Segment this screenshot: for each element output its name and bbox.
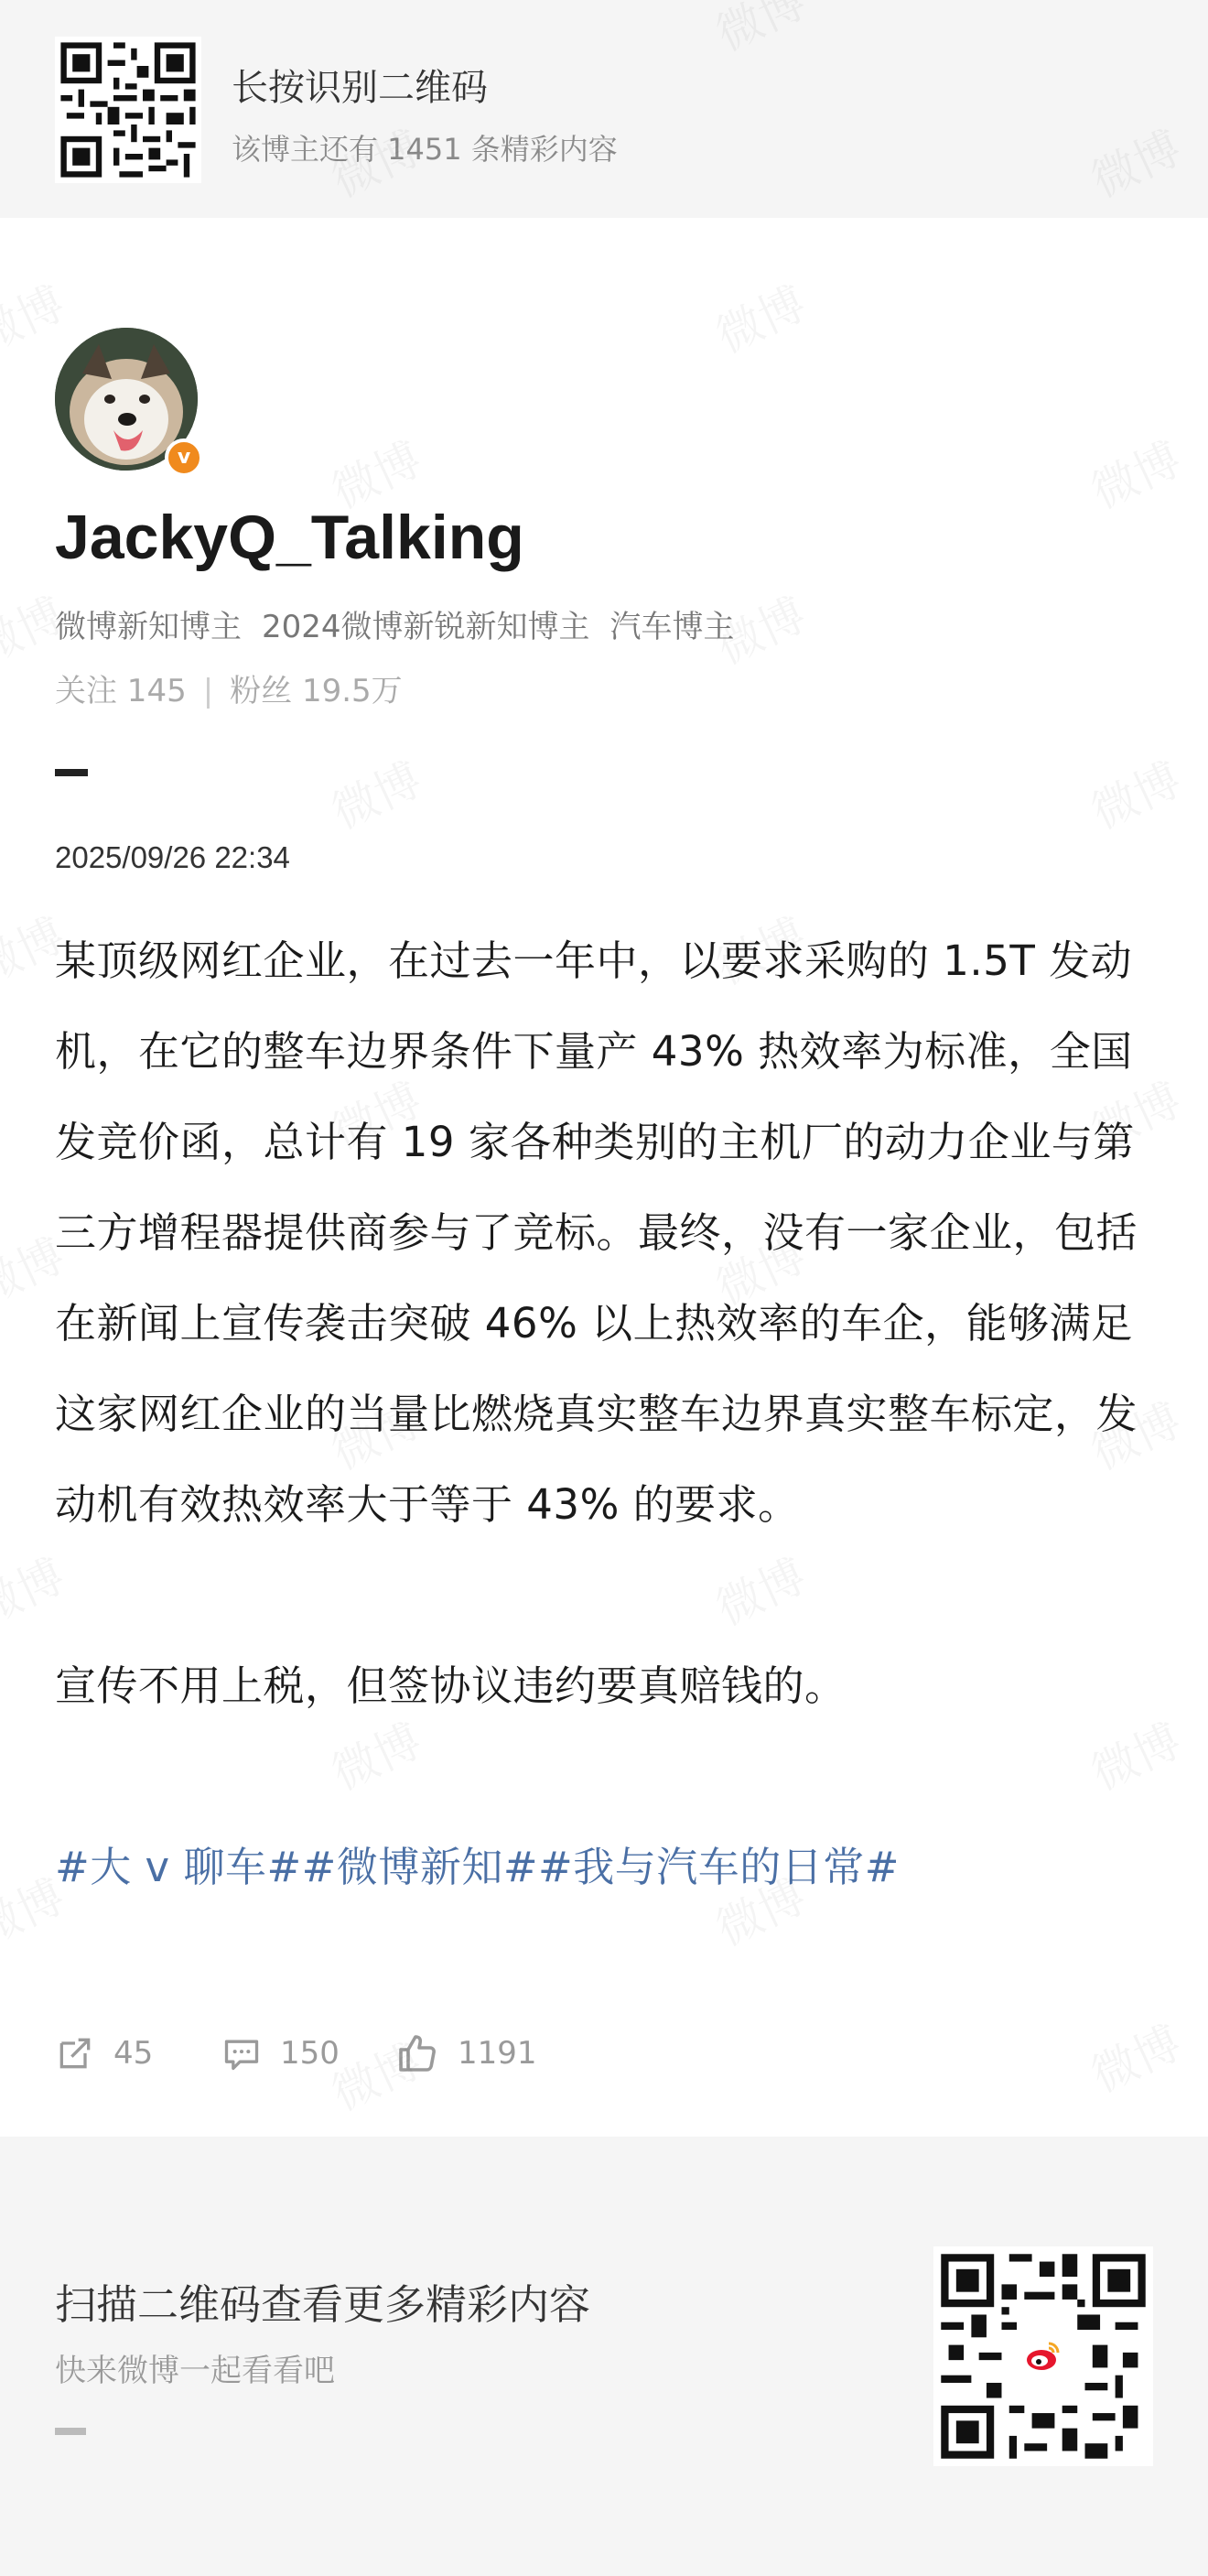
followers-count[interactable]: 粉丝 19.5万 <box>230 673 403 709</box>
weibo-logo-icon <box>1019 2332 1067 2380</box>
watermark <box>1079 743 1190 842</box>
post-paragraph: 某顶级网红企业，在过去一年中，以要求采购的 1.5T 发动机，在它的整车边界条件下量产 43% 热效率为标准，全国发竞价函，总计有 19 家各种类别的主机厂的动力企业与第三方增程器提供商参与了竞标。最终，没有一家企业，包括在新闻上宣传袭击突破 46% 以上热效率的车企，能够满足这家网红企业的当量比燃烧真实整车边界真实整车标定，发动机有效热效率大于等于 43% 的要求。 <box>55 936 1138 1529</box>
post-timestamp: 2025/09/26 22:34 <box>55 840 290 874</box>
banner-title: 长按识别二维码 <box>232 67 488 109</box>
profile-tag: 汽车博主 <box>609 609 735 645</box>
comment-button[interactable] <box>221 2030 340 2076</box>
watermark <box>1079 2007 1190 2105</box>
profile-stats <box>55 666 403 710</box>
like-button[interactable] <box>395 2030 537 2076</box>
post-body <box>55 915 1162 1912</box>
profile-tags <box>55 601 755 646</box>
section-divider <box>55 769 88 776</box>
following-count[interactable]: 关注 145 <box>55 673 187 709</box>
verified-badge-icon: v <box>165 438 203 477</box>
profile-tag: 微博新知博主 <box>55 609 242 645</box>
username[interactable]: JackyQ_Talking <box>55 503 524 572</box>
qr-code[interactable] <box>933 2246 1153 2466</box>
qr-footer <box>0 2137 1208 2576</box>
repost-button[interactable] <box>55 2030 153 2076</box>
banner-subtitle: 该博主还有 1451 条精彩内容 <box>232 132 618 167</box>
comment-icon <box>221 2033 262 2073</box>
watermark <box>1079 423 1190 522</box>
footer-divider <box>55 2428 86 2435</box>
qr-code-graphic <box>55 37 201 183</box>
watermark <box>319 743 430 842</box>
thumbs-up-icon <box>395 2031 439 2075</box>
footer-title: 扫描二维码查看更多精彩内容 <box>55 2280 591 2329</box>
like-count: 1191 <box>458 2035 537 2072</box>
qr-code[interactable] <box>55 37 201 183</box>
repost-count: 45 <box>113 2035 154 2072</box>
post-paragraph: 宣传不用上税，但签协议违约要真赔钱的。 <box>55 1661 847 1710</box>
repost-icon <box>55 2033 95 2073</box>
footer-subtitle: 快来微博一起看看吧 <box>55 2353 335 2389</box>
paragraph-gap <box>55 1731 1162 1822</box>
stats-separator: | <box>202 673 214 709</box>
comment-count: 150 <box>280 2035 340 2072</box>
paragraph-gap <box>55 1550 1162 1640</box>
qr-banner-top[interactable] <box>0 0 1208 218</box>
watermark <box>704 267 814 366</box>
post-hashtags[interactable]: #大 v 聊车##微博新知##我与汽车的日常# <box>55 1843 900 1891</box>
profile-tag: 2024微博新锐新知博主 <box>262 609 590 645</box>
